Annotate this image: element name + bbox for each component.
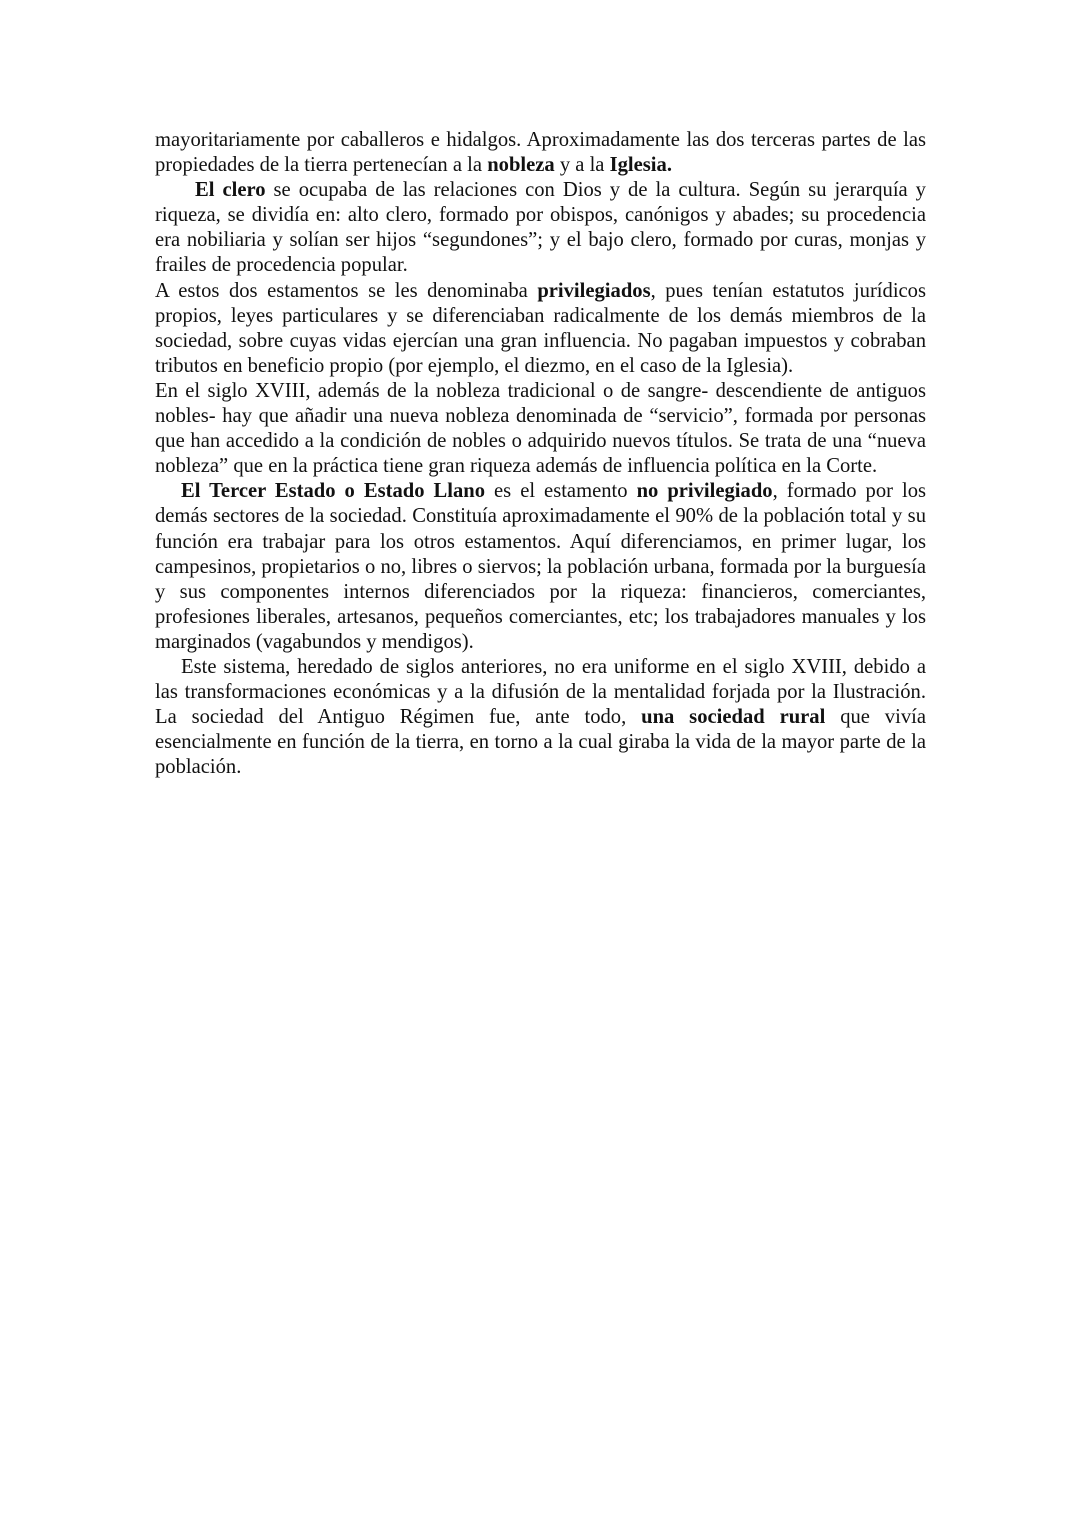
bold-term-privilegiados: privilegiados: [537, 279, 651, 302]
paragraph-text: se ocupaba de las relaciones con Dios y de la cultura. Según su jerarquía y riqueza, se dividía en: alto clero, formado por obispos, canónigos y abades; su procedencia era nobiliaria y solían ser hijos “segundones”; y el bajo clero, formado por curas, monjas y frailes de procedencia popular.: [155, 179, 926, 277]
bold-term-iglesia: Iglesia.: [609, 154, 672, 177]
bold-term-sociedad-rural: una sociedad rural: [641, 706, 826, 729]
paragraph-sistema: [155, 655, 926, 780]
bold-term-tercer-estado: El Tercer Estado o Estado Llano: [181, 480, 486, 503]
paragraph-text: , pues tenían estatutos jurídicos propios, leyes particulares y se diferenciaban radicalmente de los demás miembros de la sociedad, sobre cuyas vidas ejercían una gran influencia. No pagaban impuestos y cobraban tributos en beneficio propio (por ejemplo, el diezmo, en el caso de la Iglesia).: [155, 279, 926, 377]
paragraph-privilegiados: [155, 279, 926, 379]
document-page: [155, 128, 926, 780]
paragraph-tercer-estado: [155, 479, 926, 655]
paragraph-text: es el estamento: [485, 480, 637, 503]
bold-term-no-privilegiado: no privilegiado: [636, 480, 773, 503]
paragraph-nobleza: [155, 128, 926, 178]
paragraph-text: mayoritariamente por caballeros e hidalgos. Aproximadamente las dos terceras partes de las propiedades de la tierra pertenecían a la: [155, 129, 926, 177]
paragraph-text: que vivía esencialmente en función de la tierra, en torno a la cual giraba la vida de la mayor parte de la población.: [155, 706, 926, 779]
bold-term-clero: El clero: [195, 179, 266, 202]
paragraph-text: y a la: [554, 154, 610, 177]
paragraph-nueva-nobleza: [155, 379, 926, 479]
paragraph-clero: [155, 178, 926, 278]
paragraph-text: Este sistema, heredado de siglos anteriores, no era uniforme en el siglo XVIII, debido a las transformaciones económicas y a la difusión de la mentalidad forjada por la Ilustración. La sociedad del Antiguo Régimen fue, ante todo,: [155, 655, 926, 729]
paragraph-text: En el siglo XVIII, además de la nobleza tradicional o de sangre- descendiente de antiguos nobles- hay que añadir una nueva nobleza denominada de “servicio”, formada por personas que han accedido a la condición de nobles o adquirido nuevos títulos. Se trata de una “nueva nobleza” que en la práctica tiene gran riqueza además de influencia política en la Corte.: [155, 379, 926, 478]
paragraph-text: A estos dos estamentos se les denominaba: [155, 279, 538, 302]
bold-term-nobleza: nobleza: [487, 154, 555, 177]
paragraph-text: , formado por los demás sectores de la sociedad. Constituía aproximadamente el 90% de la población total y su función era trabajar para los otros estamentos. Aquí diferenciamos, en primer lugar, los campesinos, propietarios o no, libres o siervos; la población urbana, formada por la burguesía y sus componentes internos diferenciados por la riqueza: financieros, comerciantes, profesiones liberales, artesanos, pequeños comerciantes, etc; los trabajadores manuales y los marginados (vagabundos y mendigos).: [155, 480, 927, 653]
